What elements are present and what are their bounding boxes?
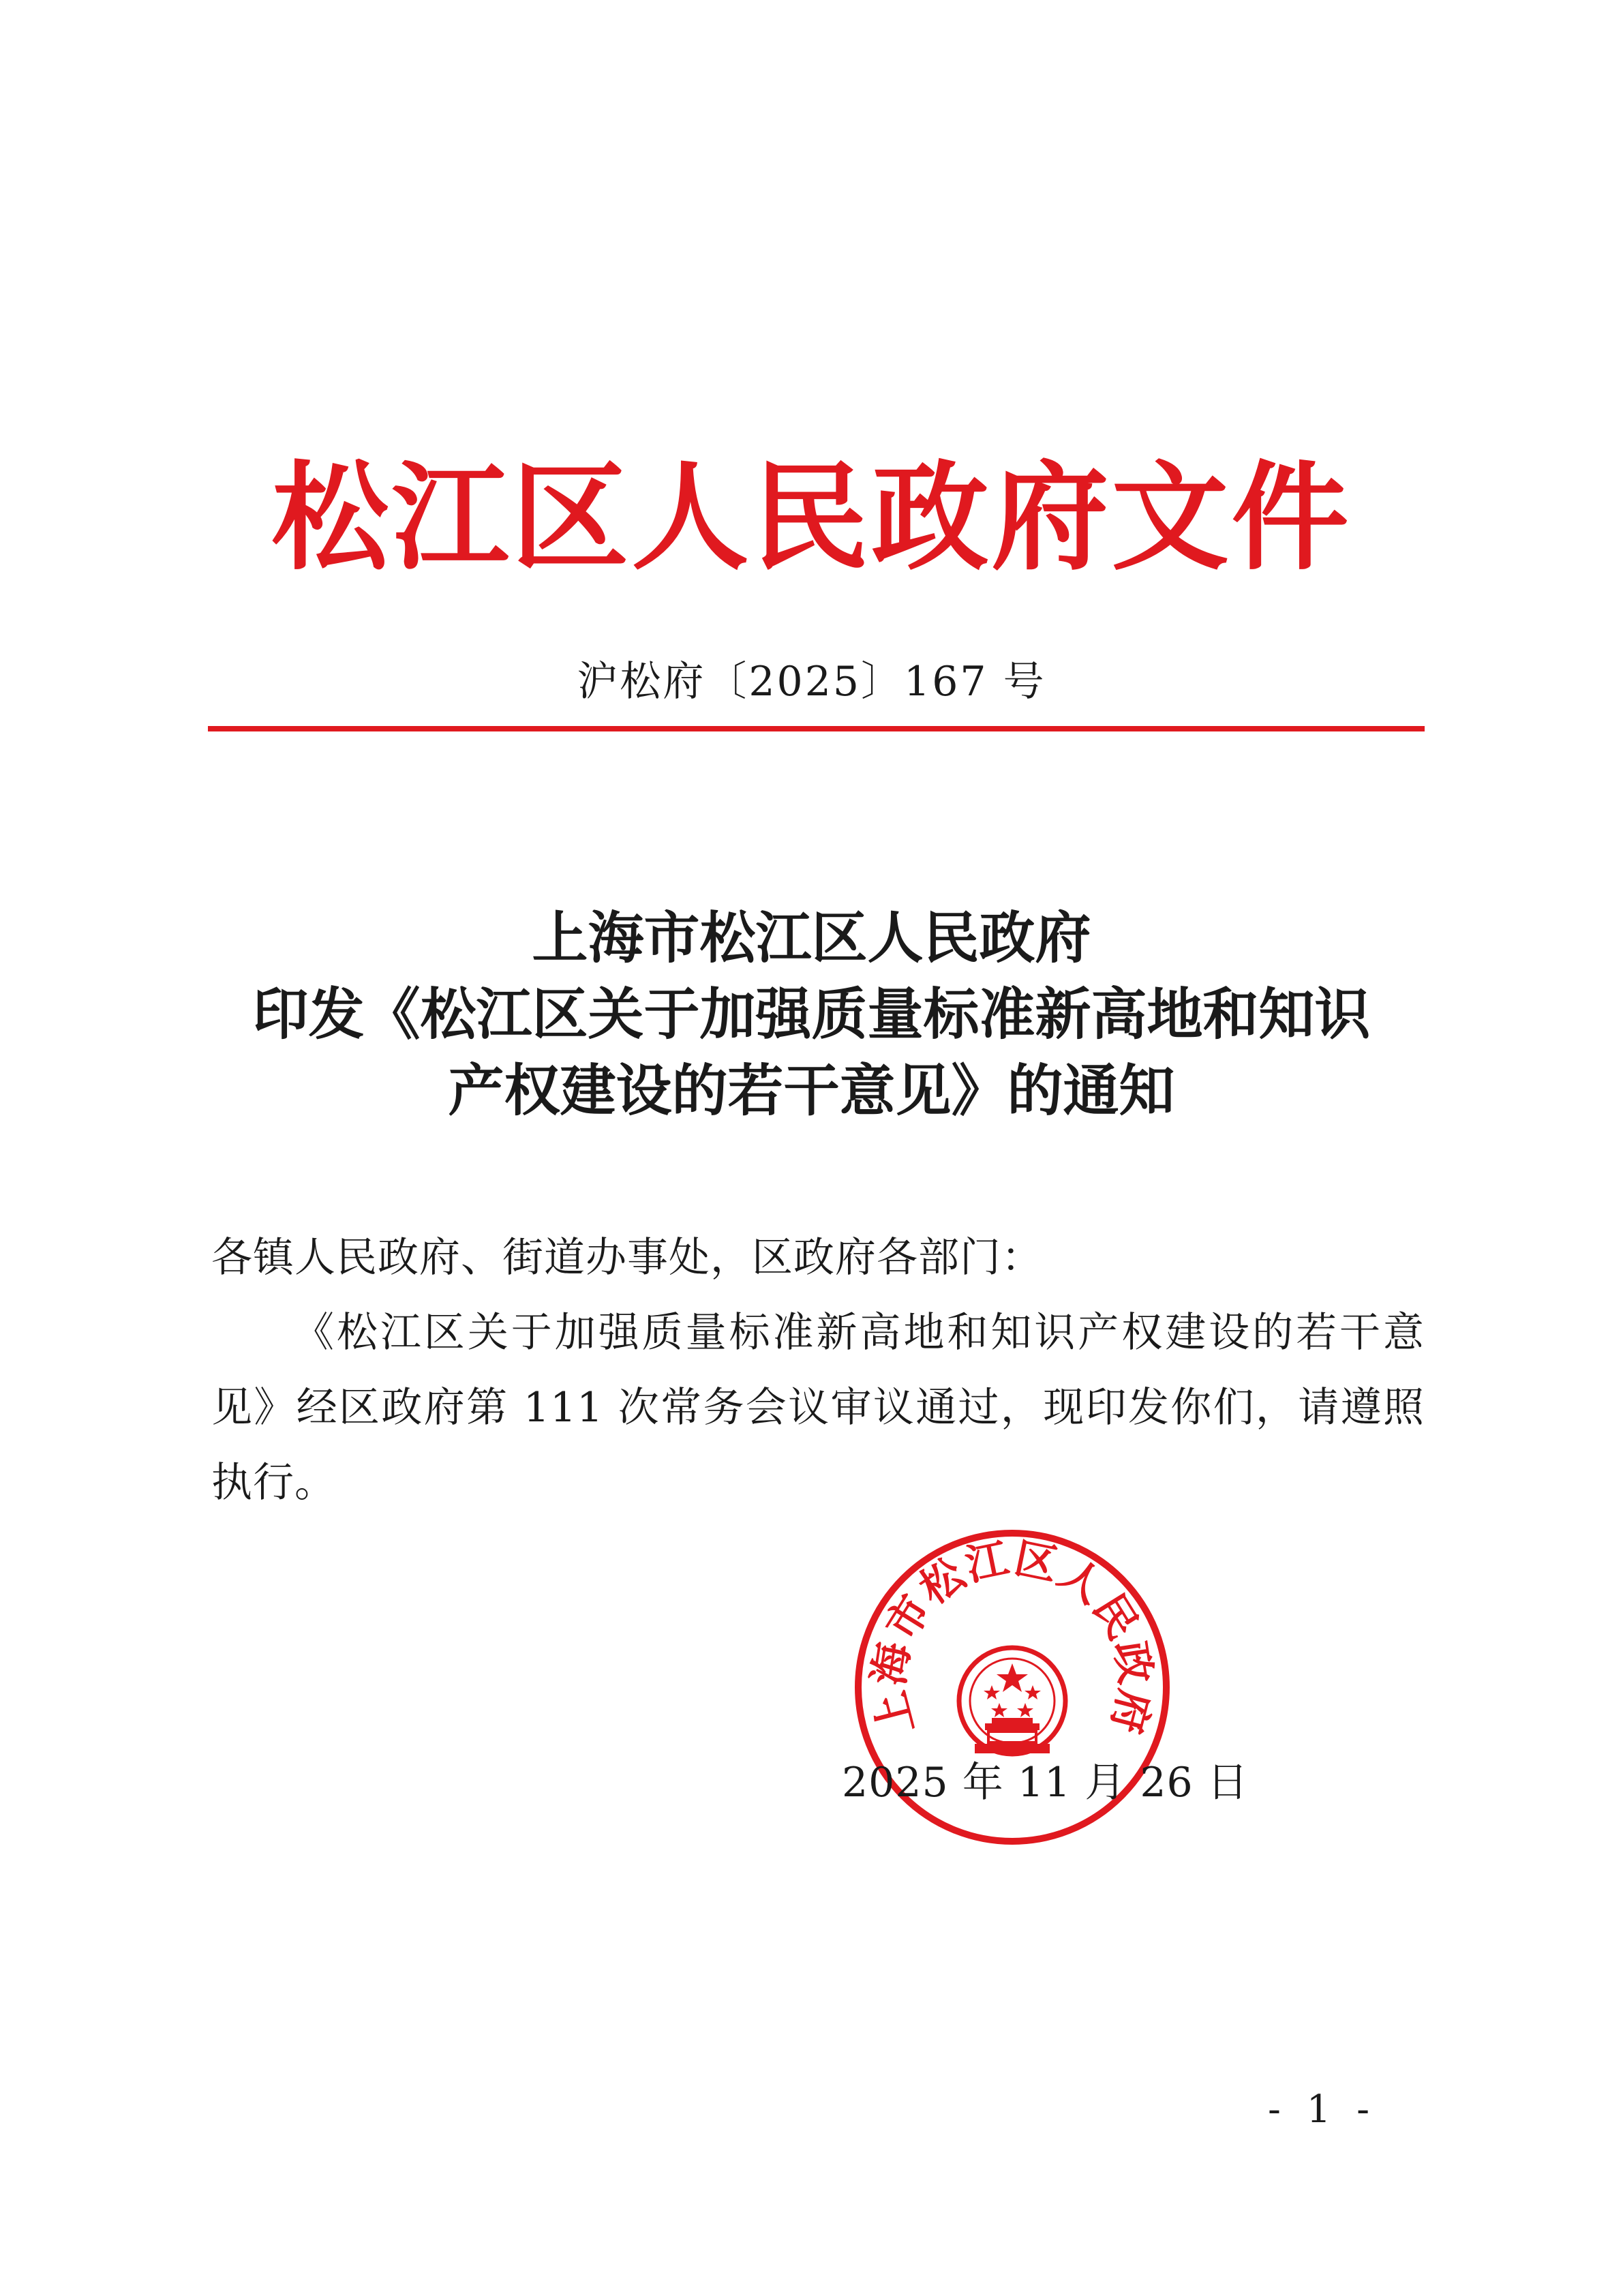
document-number: 沪松府〔2025〕167 号	[577, 658, 1046, 706]
title-line-1: 上海市松江区人民政府	[532, 905, 1091, 971]
title-line-2: 印发《松江区关于加强质量标准新高地和知识	[252, 982, 1371, 1047]
body-paragraph: 《松江区关于加强质量标准新高地和知识产权建设的若干意见》经区政府第 111 次常务会议审议通过，现印发你们，请遵照执行。	[211, 1309, 1425, 1507]
svg-text:上海市松江区人民政府	[864, 1533, 1162, 1740]
seal-text: 上海市松江区人民政府	[863, 1532, 1162, 1740]
issue-date: 2025 年 11 月 26 日	[842, 1759, 1249, 1807]
page-number: - 1 -	[1268, 2087, 1377, 2132]
document-masthead: 松江区人民政府文件	[271, 449, 1352, 586]
title-line-3: 产权建设的若干意见》的通知	[448, 1058, 1175, 1123]
red-divider	[208, 726, 1425, 731]
document-title	[0, 900, 1623, 1129]
national-emblem-icon	[959, 1648, 1065, 1754]
salutation: 各镇人民政府、街道办事处，区政府各部门：	[211, 1234, 1043, 1282]
document-body	[211, 1220, 1425, 1520]
